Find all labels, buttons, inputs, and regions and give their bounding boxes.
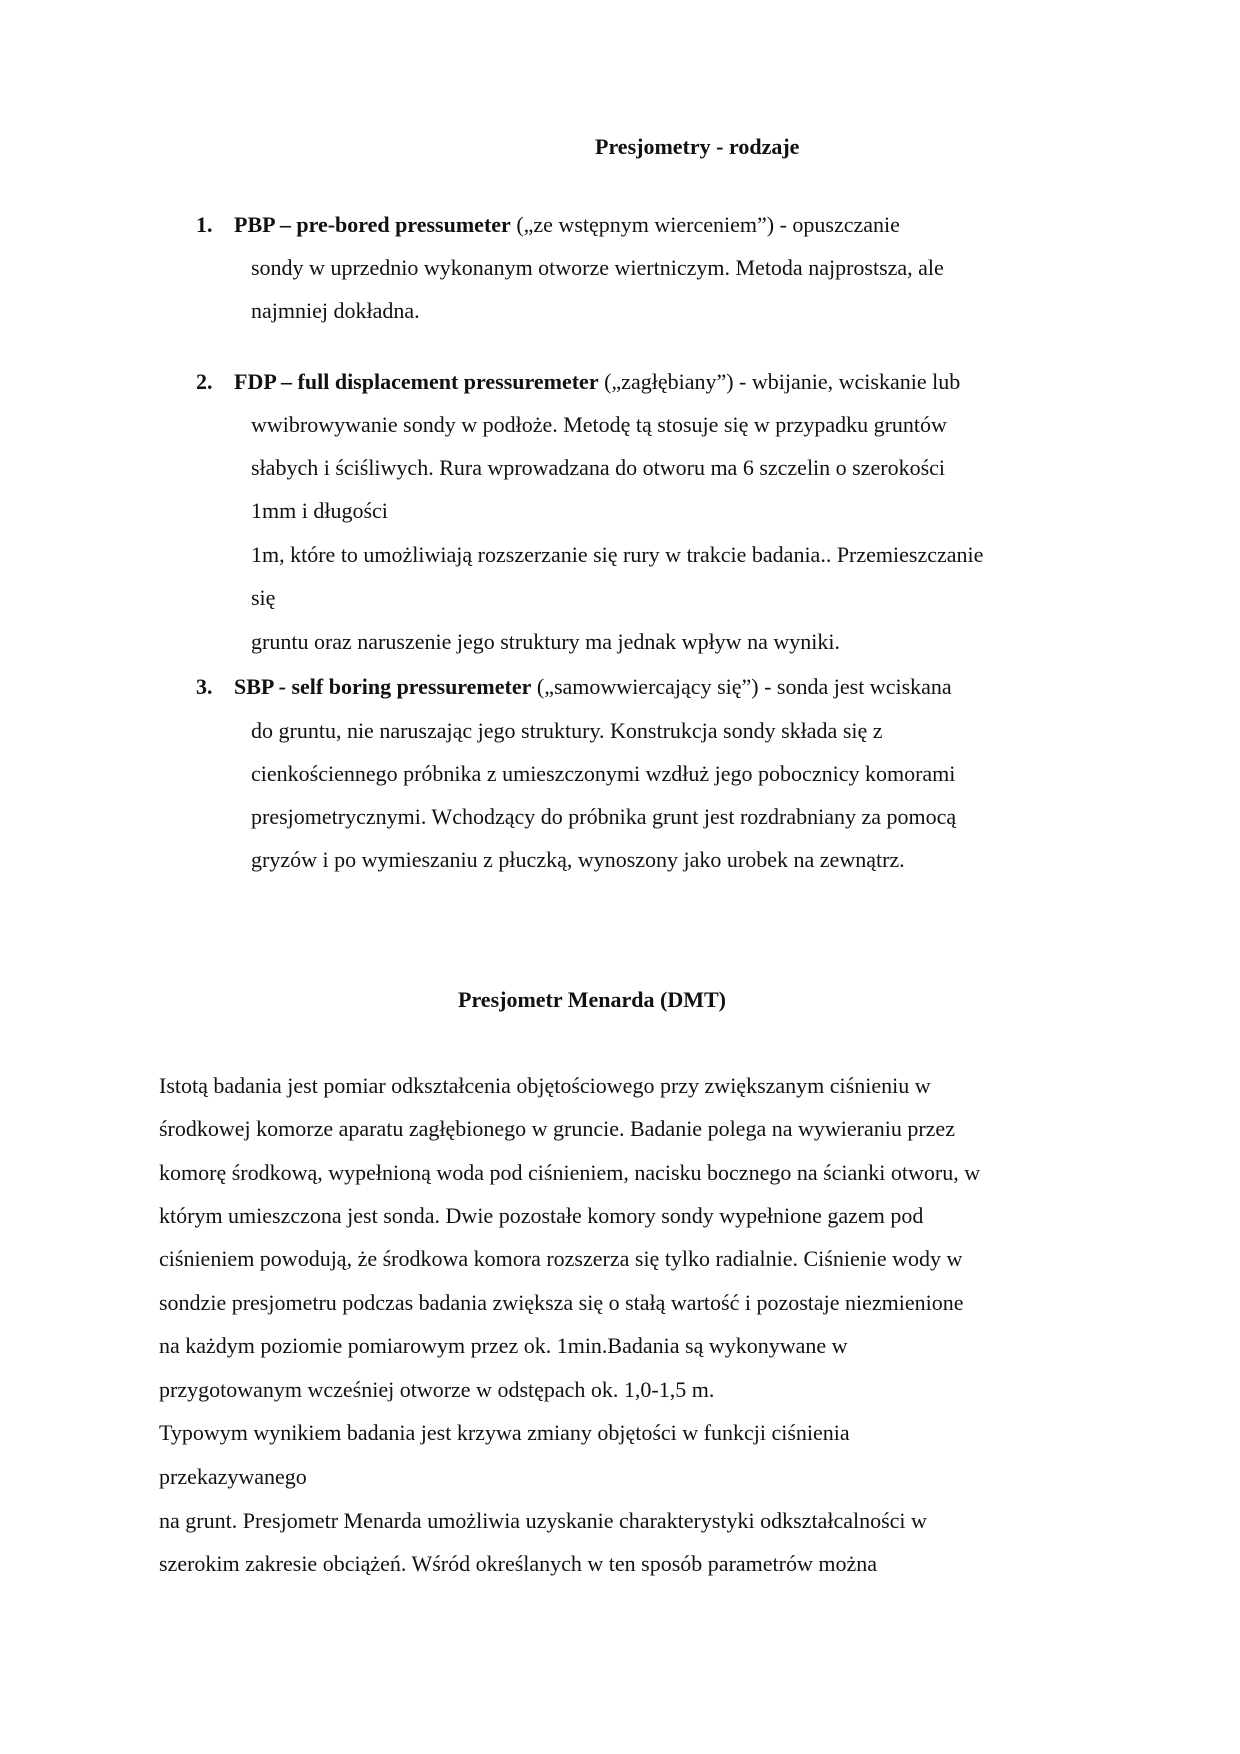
paragraph-line: sondzie presjometru podczas badania zwiększa się o stałą wartość i pozostaje niezmienione	[159, 1290, 964, 1315]
paragraph-line: ciśnieniem powodują, że środkowa komora rozszerza się tylko radialnie. Ciśnienie wody w	[159, 1246, 963, 1271]
list-item-3-number: 3.	[196, 674, 213, 699]
paragraph-line: komorę środkową, wypełnioną woda pod ciśnieniem, nacisku bocznego na ścianki otworu, w	[159, 1160, 981, 1185]
list-item-2-lead: FDP – full displacement pressuremeter	[234, 369, 599, 394]
section1-title: Presjometry - rodzaje	[595, 134, 800, 159]
list-item-1-rest: („ze wstępnym wierceniem”) - opuszczanie	[510, 212, 900, 237]
list-item-1-line: najmniej dokładna.	[251, 298, 420, 323]
paragraph-line: przygotowanym wcześniej otworze w odstępach ok. 1,0-1,5 m.	[159, 1377, 715, 1402]
section2-title: Presjometr Menarda (DMT)	[458, 987, 726, 1012]
list-item-1-line: sondy w uprzednio wykonanym otworze wiertniczym. Metoda najprostsza, ale	[251, 255, 944, 280]
list-item-2-line: 1mm i długości	[251, 498, 388, 523]
list-item-2-number: 2.	[196, 369, 213, 394]
list-item-1-first-line	[234, 210, 900, 240]
list-item-3-line: cienkościennego próbnika z umieszczonymi wzdłuż jego pobocznicy komorami	[251, 761, 956, 786]
list-item-1-number: 1.	[196, 212, 213, 237]
list-item-3-lead: SBP - self boring pressuremeter	[234, 674, 532, 699]
paragraph-line: szerokim zakresie obciążeń. Wśród określanych w ten sposób parametrów można	[159, 1551, 878, 1576]
paragraph-line: Istotą badania jest pomiar odkształcenia objętościowego przy zwiększanym ciśnieniu w	[159, 1073, 931, 1098]
list-item-3-line: do gruntu, nie naruszając jego struktury. Konstrukcja sondy składa się z	[251, 718, 883, 743]
list-item-3-line: presjometrycznymi. Wchodzący do próbnika grunt jest rozdrabniany za pomocą	[251, 804, 957, 829]
paragraph-line: którym umieszczona jest sonda. Dwie pozostałe komory sondy wypełnione gazem pod	[159, 1203, 924, 1228]
list-item-2-first-line	[234, 367, 960, 397]
list-item-2-line: wwibrowywanie sondy w podłoże. Metodę tą stosuje się w przypadku gruntów	[251, 412, 947, 437]
list-item-2-line: się	[251, 585, 276, 610]
paragraph-line: na grunt. Presjometr Menarda umożliwia uzyskanie charakterystyki odkształcalności w	[159, 1508, 927, 1533]
list-item-1-lead: PBP – pre-bored pressumeter	[234, 212, 511, 237]
list-item-3-first-line	[234, 672, 952, 702]
paragraph-line: przekazywanego	[159, 1464, 307, 1489]
paragraph-line: Typowym wynikiem badania jest krzywa zmiany objętości w funkcji ciśnienia	[159, 1420, 850, 1445]
list-item-2-line: 1m, które to umożliwiają rozszerzanie się rury w trakcie badania.. Przemieszczanie	[251, 542, 984, 567]
list-item-2-line: słabych i ściśliwych. Rura wprowadzana do otworu ma 6 szczelin o szerokości	[251, 455, 946, 480]
paragraph-line: na każdym poziomie pomiarowym przez ok. 1min.Badania są wykonywane w	[159, 1333, 848, 1358]
list-item-2-rest: („zagłębiany”) - wbijanie, wciskanie lub	[598, 369, 961, 394]
list-item-3-rest: („samowwiercający się”) - sonda jest wciskana	[531, 674, 952, 699]
list-item-2-line: gruntu oraz naruszenie jego struktury ma jednak wpływ na wyniki.	[251, 629, 840, 654]
paragraph-line: środkowej komorze aparatu zagłębionego w gruncie. Badanie polega na wywieraniu przez	[159, 1116, 955, 1141]
list-item-3-line: gryzów i po wymieszaniu z płuczką, wynoszony jako urobek na zewnątrz.	[251, 847, 905, 872]
